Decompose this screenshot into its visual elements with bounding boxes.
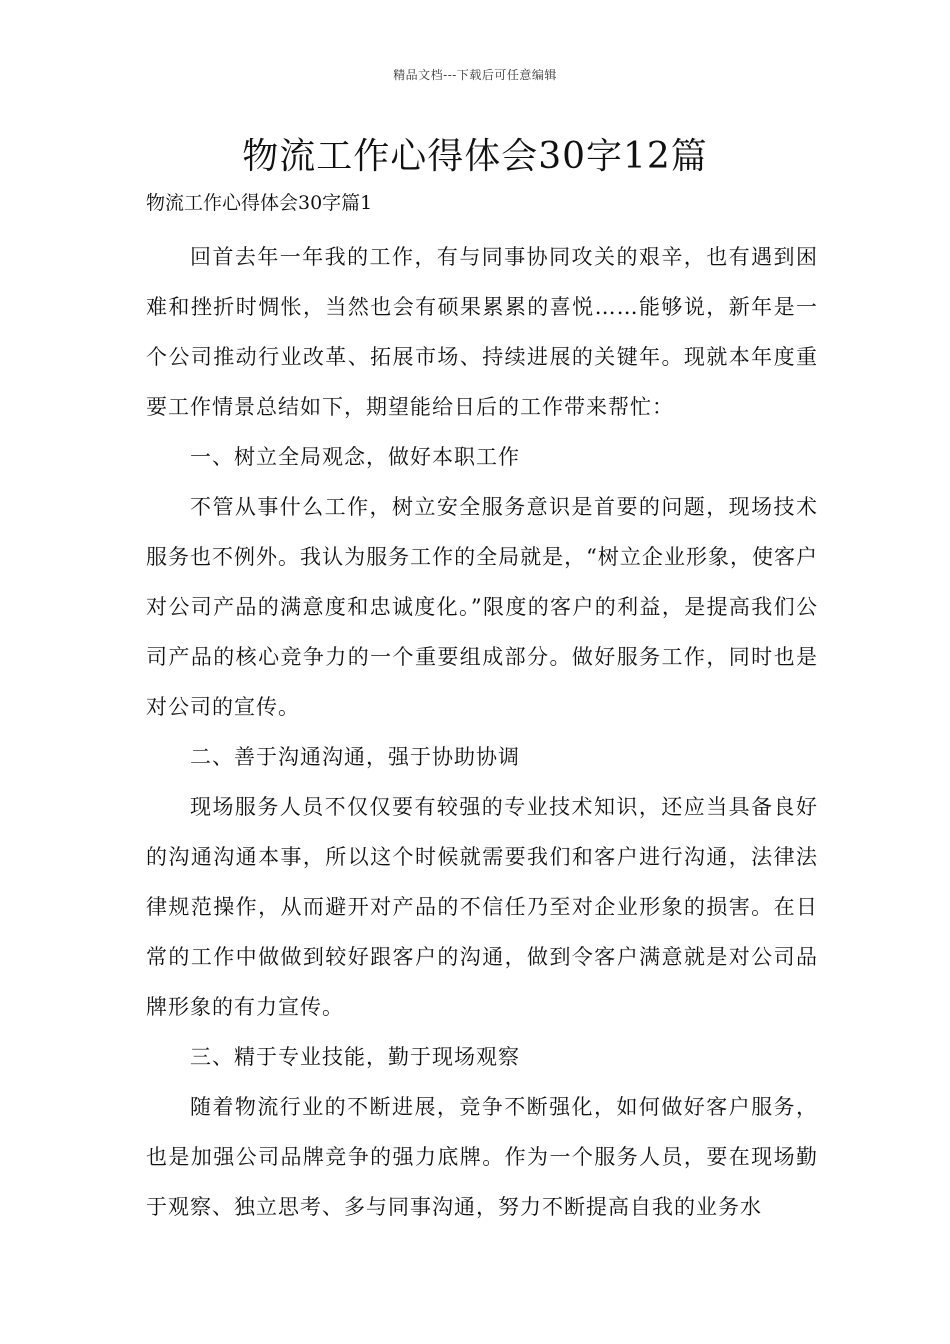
paragraph-intro: 回首去年一年我的工作，有与同事协同攻关的艰辛，也有遇到困难和挫折时惆怅，当然也会有硕果累累的喜悦……能够说，新年是一个公司推动行业改革、拓展市场、持续进展的关键年。现就本年度重要工作情景总结如下，期望能给日后的工作带来帮忙： [146, 245, 818, 419]
section-heading-3: 三、精于专业技能，勤于现场观察 [190, 1045, 520, 1069]
section-heading-1: 一、树立全局观念，做好本职工作 [190, 445, 520, 469]
section-heading-2: 二、善于沟通沟通，强于协助协调 [190, 745, 520, 769]
document-body [146, 232, 818, 1232]
paragraph-section-2: 现场服务人员不仅仅要有较强的专业技术知识，还应当具备良好的沟通沟通本事，所以这个时候就需要我们和客户进行沟通，法律法律规范操作，从而避开对产品的不信任乃至对企业形象的损害。在日常的工作中做做到较好跟客户的沟通，做到令客户满意就是对公司品牌形象的有力宣传。 [146, 795, 818, 1019]
page-header-note: 精品文档---下载后可任意编辑 [393, 68, 557, 82]
paragraph-section-3: 随着物流行业的不断进展，竞争不断强化，如何做好客户服务，也是加强公司品牌竞争的强力底牌。作为一个服务人员，要在现场勤于观察、独立思考、多与同事沟通，努力不断提高自我的业务水 [146, 1095, 818, 1219]
document-title: 物流工作心得体会30字12篇 [242, 136, 708, 177]
paragraph-section-1: 不管从事什么工作，树立安全服务意识是首要的问题，现场技术服务也不例外。我认为服务工作的全局就是，“树立企业形象，使客户对公司产品的满意度和忠诚度化。”限度的客户的利益，是提高我们公司产品的核心竞争力的一个重要组成部分。做好服务工作，同时也是对公司的宣传。 [146, 495, 818, 719]
section-subtitle: 物流工作心得体会30字篇1 [146, 192, 373, 214]
